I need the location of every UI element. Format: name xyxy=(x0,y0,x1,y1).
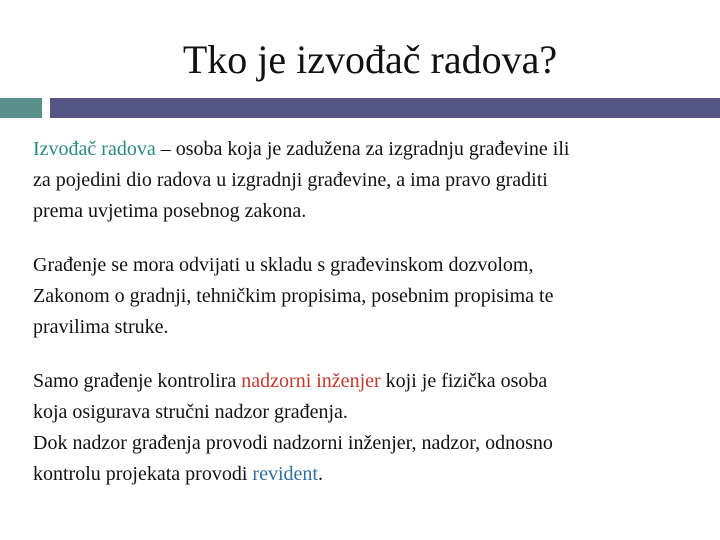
text-span: koji je fizička osoba xyxy=(380,370,548,392)
paragraph-line: Građenje se mora odvijati u skladu s građevinskom dozvolom, xyxy=(33,254,534,276)
paragraph-line xyxy=(33,366,713,397)
paragraph-line xyxy=(33,459,713,490)
paragraph-line: pravilima struke. xyxy=(33,316,169,338)
paragraph-line: Zakonom o gradnji, tehničkim propisima, posebnim propisima te xyxy=(33,285,554,307)
slide-body xyxy=(33,134,713,490)
highlight-term: nadzorni inženjer xyxy=(241,370,381,392)
paragraph-construction xyxy=(33,250,713,343)
text-span: . xyxy=(317,463,323,485)
paragraph-line: za pojedini dio radova u izgradnji građevine, a ima pravo graditi xyxy=(33,169,548,191)
paragraph-supervision xyxy=(33,366,713,490)
accent-bar-navy xyxy=(50,98,720,118)
paragraph-line: Dok nadzor građenja provodi nadzorni inženjer, nadzor, odnosno xyxy=(33,432,553,454)
slide-title: Tko je izvođač radova? xyxy=(182,37,558,82)
highlight-term: revident xyxy=(252,463,318,485)
paragraph-line xyxy=(33,134,713,165)
text-span: kontrolu projekata provodi xyxy=(33,463,253,485)
paragraph-definition xyxy=(33,134,713,227)
accent-bar-teal xyxy=(0,98,42,118)
paragraph-line: prema uvjetima posebnog zakona. xyxy=(33,200,307,222)
text-span: Samo građenje kontrolira xyxy=(33,370,242,392)
text-span: – osoba koja je zadužena za izgradnju građevine ili xyxy=(155,138,570,160)
paragraph-line: koja osigurava stručni nadzor građenja. xyxy=(33,401,348,423)
highlight-term: Izvođač radova xyxy=(33,138,156,160)
